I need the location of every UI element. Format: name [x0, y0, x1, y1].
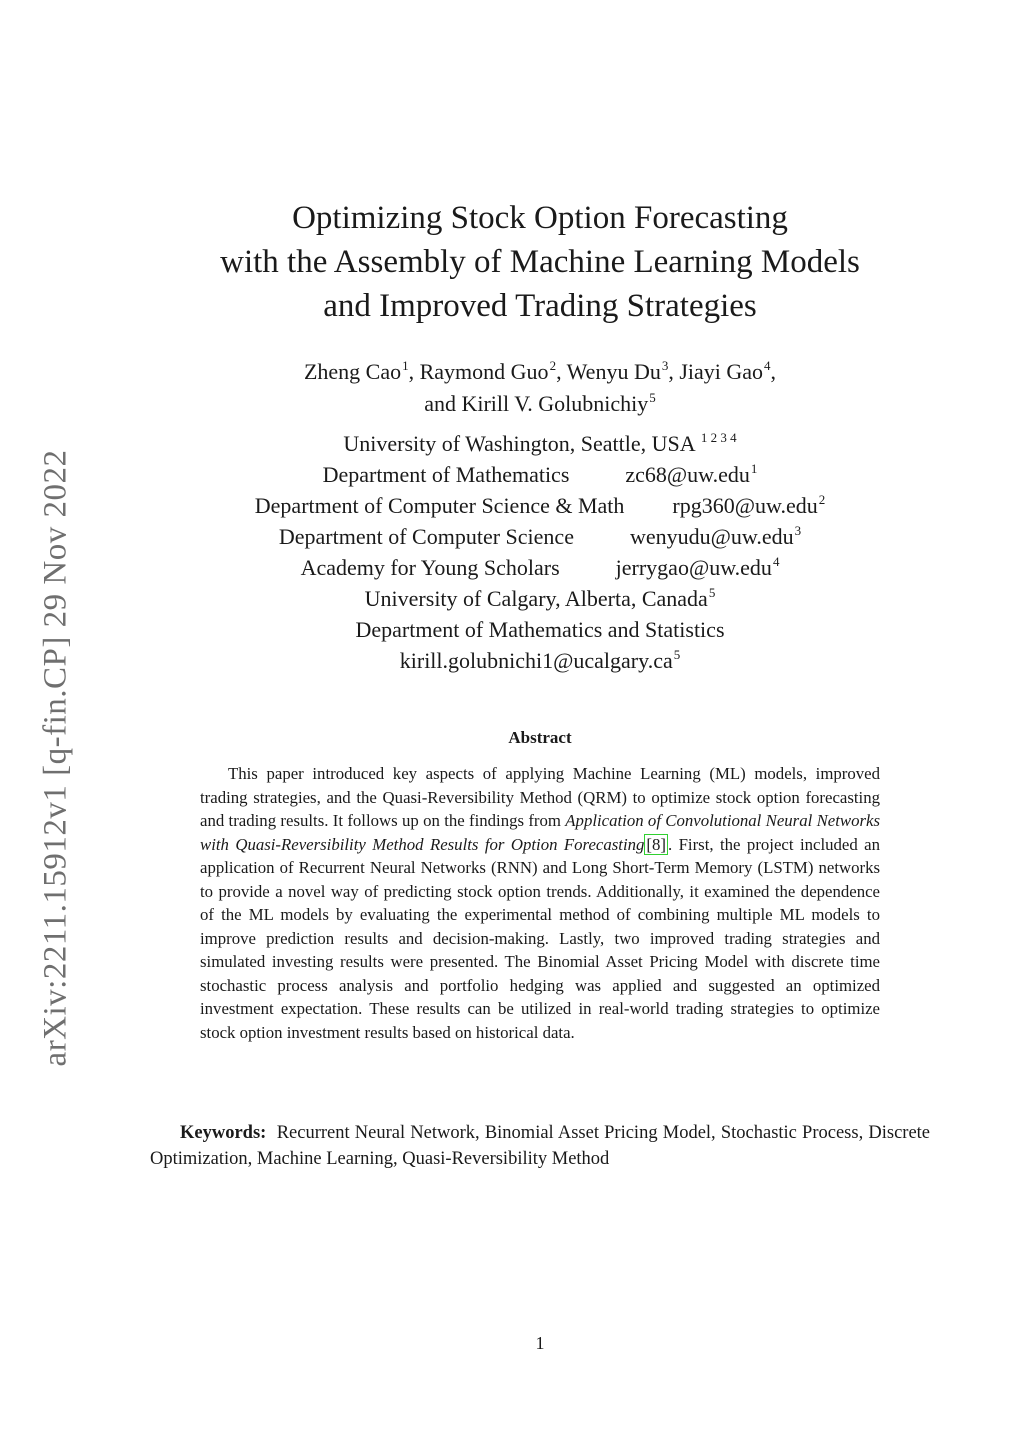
affiliation-university: University of Washington, Seattle, USA: [343, 431, 695, 456]
author-email: jerrygao@uw.edu: [615, 555, 772, 580]
title-line: with the Assembly of Machine Learning Models: [220, 244, 860, 280]
affiliation-department: Department of Mathematics: [322, 462, 570, 487]
author-name: Raymond Guo: [419, 359, 549, 384]
keywords-label: Keywords:: [180, 1123, 267, 1143]
keywords-list: Recurrent Neural Network, Binomial Asset Pricing Model, Stochastic Process, Discrete Optimization, Machine Learning, Quasi-Reversibility Method: [150, 1123, 931, 1169]
author-name: Wenyu Du: [566, 359, 661, 384]
abstract-text: This paper introduced key aspects of applying Machine Learning (ML) models, improved trading strategies, and the Quasi-Reversibility Method (QRM) to optimize stock option forecasting and trading results. It follows up on the findings from Application of Convolutional Neural Networks with Quasi-Reversibility Method Results for Option Forecasting [8] . First, the project included an application of Recurrent Neural Networks (RNN) and Long Short-Term Memory (LSTM) networks to provide a novel way of predicting stock option trends. Additionally, it examined the dependence of the ML models by evaluating the experimental method of combining multiple ML models to improve prediction results and decision-making. Lastly, two improved trading strategies and simulated investing results were presented. The Binomial Asset Pricing Model with discrete time stochastic process analysis and portfolio hedging was applied and suggested an optimized investment expectation. These results can be utilized in real-world trading strategies to optimize stock option investment results based on historical data.: [200, 764, 880, 1042]
author-name: and Kirill V. Golubnichiy: [424, 391, 649, 416]
title-line: and Improved Trading Strategies: [323, 288, 757, 324]
abstract-heading: Abstract: [508, 728, 572, 747]
author-affiliation-mark: 3: [661, 358, 669, 373]
citation-link[interactable]: [8]: [646, 834, 666, 854]
author-email: zc68@uw.edu: [625, 462, 750, 487]
author-email: wenyudu@uw.edu: [629, 524, 794, 549]
affiliation-department: Department of Computer Science & Math: [254, 493, 625, 518]
author-affiliation-mark: 1: [402, 358, 409, 373]
author-email: rpg360@uw.edu: [672, 493, 818, 518]
paper-title: [160, 196, 920, 328]
author-name: Zheng Cao: [303, 359, 402, 384]
author-affiliation-mark: 2: [549, 358, 557, 373]
affiliation-university: University of Calgary, Alberta, Canada: [364, 586, 708, 611]
keywords-section: [150, 1120, 930, 1172]
author-list: Zheng Cao$^1$, Raymond Guo$^2$, Wenyu Du$^3$, Jiayi Gao$^4$, and Kirill V. Golubnichiy$^5$: [303, 358, 777, 416]
affiliation-department: Department of Computer Science: [278, 524, 574, 549]
affiliation-school: Academy for Young Scholars: [300, 555, 560, 580]
author-affiliation-mark: 4: [764, 358, 771, 373]
affiliation-department: Department of Mathematics and Statistics: [355, 617, 725, 642]
affiliations-block: University of Washington, Seattle, USA $^{1 2 3 4}$ Department of Mathematics zc68@uw.edu$^1$ Department of Computer Science & Math rpg360@uw.edu$^2$ Department of Computer Science wenyudu@uw.edu$^3$ Academy for Young Scholars jerrygao@uw.edu$^4$ University of Calgary, Alberta, Canada$^5$ Department of Mathematics and Statistics $kirill.golubnichi1@ucalgary.ca^5$: [254, 430, 826, 673]
page-number: 1: [535, 1333, 545, 1353]
affiliation-mark: 1 2 3 4: [700, 430, 737, 445]
arxiv-identifier-stamp: arXiv:2211.15912v1 [q-fin.CP] 29 Nov 2022: [37, 449, 74, 1067]
author-email: kirill.golubnichi1@ucalgary.ca: [399, 648, 673, 673]
title-line: Optimizing Stock Option Forecasting: [292, 200, 788, 236]
cited-paper-title: Application of Convolutional Neural Networks with Quasi-Reversibility Method Results for Option Forecasting: [200, 811, 880, 854]
author-affiliation-mark: 5: [649, 390, 656, 405]
author-name: Jiayi Gao: [679, 359, 764, 384]
